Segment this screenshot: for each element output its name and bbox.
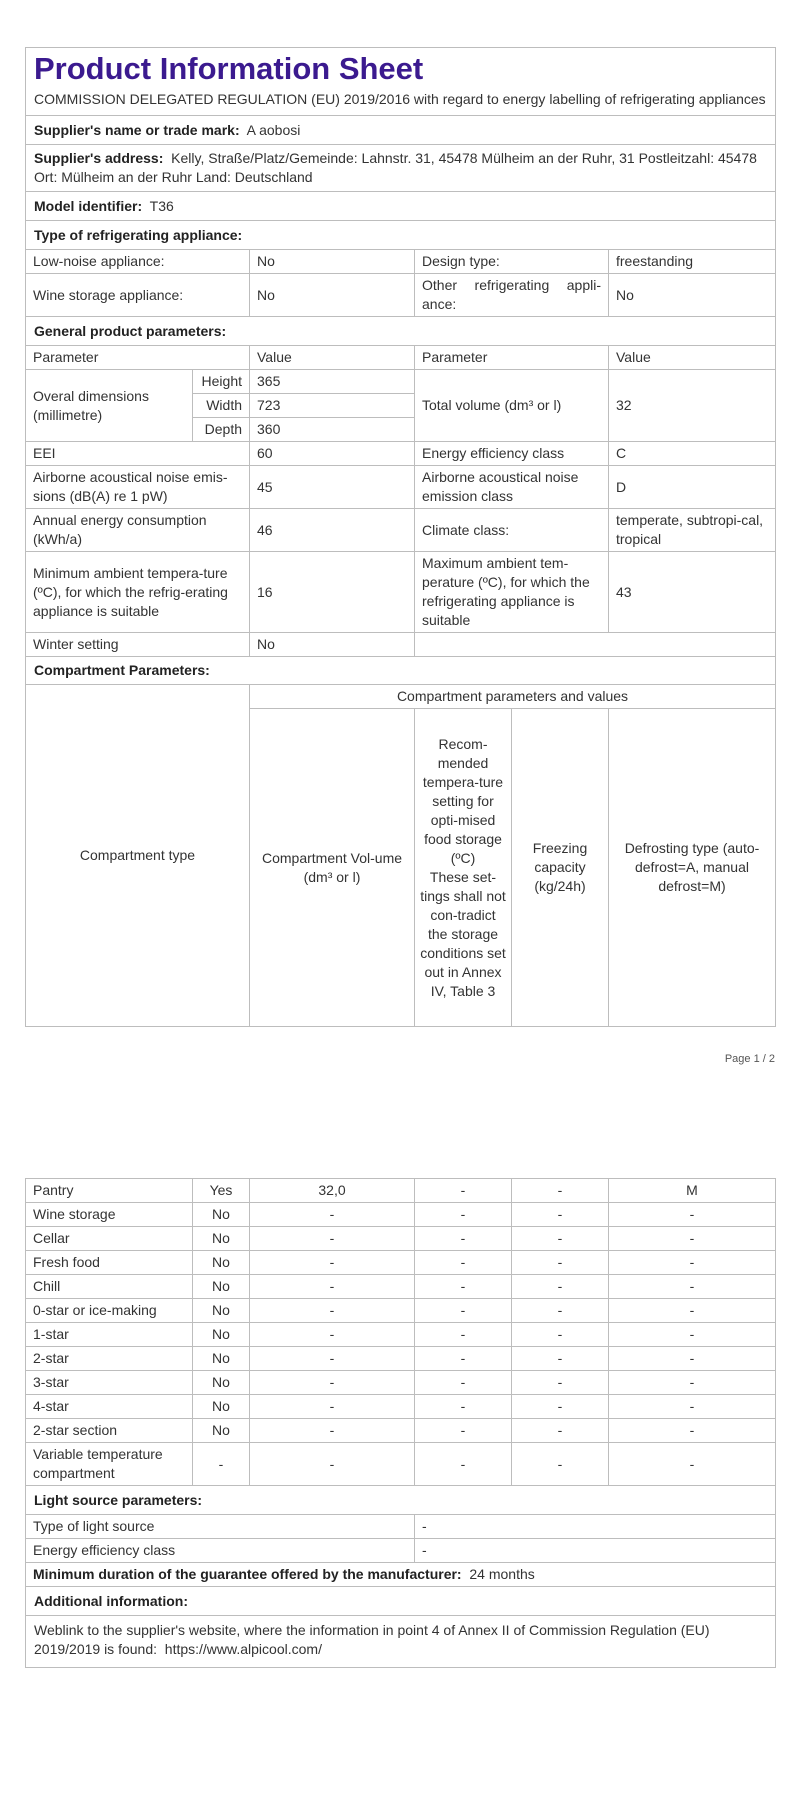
compartment-volume: - — [250, 1419, 415, 1443]
compartment-defrost: - — [609, 1323, 776, 1347]
compartment-temp: - — [415, 1443, 512, 1486]
design-type-value: freestanding — [609, 250, 776, 274]
compartment-volume: - — [250, 1347, 415, 1371]
compartment-name: Chill — [26, 1275, 193, 1299]
width-label: Width — [193, 394, 250, 418]
compartment-volume: - — [250, 1275, 415, 1299]
defrost-header: Defrosting type (auto-defrost=A, manual defrost=M) — [609, 709, 776, 1027]
eei-label: EEI — [26, 442, 250, 466]
value-header-right: Value — [609, 346, 776, 370]
depth-value: 360 — [250, 418, 415, 442]
compartment-freezing: - — [512, 1323, 609, 1347]
supplier-address-value: Kelly, Straße/Platz/Gemeinde: Lahnstr. 31, 45478 Mülheim an der Ruhr, 31 Postleitzahl: 45478 Ort: Mülheim an der Ruhr Land: Deutschland — [34, 150, 757, 185]
compartment-freezing: - — [512, 1371, 609, 1395]
wine-appliance-value: No — [250, 274, 415, 317]
compartment-name: 2-star section — [26, 1419, 193, 1443]
compartment-present: No — [193, 1275, 250, 1299]
compartment-volume: 32,0 — [250, 1179, 415, 1203]
compartment-name: 4-star — [26, 1395, 193, 1419]
light-type-label: Type of light source — [26, 1515, 415, 1539]
height-label: Height — [193, 370, 250, 394]
light-type-value: - — [415, 1515, 776, 1539]
table-row — [26, 1251, 776, 1275]
temp-header-b: These set-tings shall not con-tradict the storage conditions set out in Annex IV, Table 3 — [420, 868, 506, 999]
compartment-temp: - — [415, 1371, 512, 1395]
param-header-left: Parameter — [26, 346, 250, 370]
compartment-present: No — [193, 1203, 250, 1227]
compartment-present: No — [193, 1227, 250, 1251]
compartment-volume: - — [250, 1443, 415, 1486]
compartment-name: 3-star — [26, 1371, 193, 1395]
total-volume-label: Total volume (dm³ or l) — [415, 370, 609, 442]
model-label: Model identifier: — [34, 197, 143, 214]
compartment-volume: - — [250, 1227, 415, 1251]
wine-appliance-label: Wine storage appliance: — [26, 274, 250, 317]
max-temp-label: Maximum ambient tem-perature (ºC), for which the refrigerating appliance is suitable — [415, 552, 609, 633]
compartment-temp: - — [415, 1227, 512, 1251]
min-temp-label: Minimum ambient tempera-ture (ºC), for which the refrig-erating appliance is suitable — [26, 552, 250, 633]
compartment-present: No — [193, 1371, 250, 1395]
guarantee-label: Minimum duration of the guarantee offered by the manufacturer: — [33, 1566, 462, 1582]
compartment-name: Wine storage — [26, 1203, 193, 1227]
noise-class-label: Airborne acoustical noise emission class — [415, 466, 609, 509]
compartment-defrost: - — [609, 1251, 776, 1275]
min-temp-value: 16 — [250, 552, 415, 633]
additional-heading: Additional information: — [26, 1587, 776, 1616]
total-volume-value: 32 — [609, 370, 776, 442]
compartment-temp: - — [415, 1275, 512, 1299]
compartment-defrost: - — [609, 1299, 776, 1323]
compartment-name: Cellar — [26, 1227, 193, 1251]
energy-class-value: C — [609, 442, 776, 466]
energy-class-label: Energy efficiency class — [415, 442, 609, 466]
info-sheet-table — [25, 47, 776, 1027]
compartment-defrost: - — [609, 1395, 776, 1419]
table-row — [26, 1179, 776, 1203]
compartment-freezing: - — [512, 1179, 609, 1203]
compartment-name: 0-star or ice-making — [26, 1299, 193, 1323]
compartment-name: Variable temperature compartment — [26, 1443, 193, 1486]
compartment-temp: - — [415, 1323, 512, 1347]
compartment-present: No — [193, 1323, 250, 1347]
climate-class-value: temperate, subtropi-cal, tropical — [609, 509, 776, 552]
compartment-heading: Compartment Parameters: — [26, 657, 776, 685]
compartment-type-header: Compartment type — [26, 685, 250, 1027]
compartment-freezing: - — [512, 1299, 609, 1323]
compartment-temp: - — [415, 1299, 512, 1323]
model-value: T36 — [149, 197, 174, 214]
width-value: 723 — [250, 394, 415, 418]
light-heading: Light source parameters: — [26, 1486, 776, 1515]
table-row — [26, 1203, 776, 1227]
compartment-name: Fresh food — [26, 1251, 193, 1275]
supplier-address-label: Supplier's address: — [34, 150, 164, 166]
table-row — [26, 1227, 776, 1251]
page-title: Product Information Sheet — [34, 51, 424, 86]
noise-value: 45 — [250, 466, 415, 509]
compartment-defrost: - — [609, 1371, 776, 1395]
compartment-temp: - — [415, 1395, 512, 1419]
design-type-label: Design type: — [415, 250, 609, 274]
compartment-freezing: - — [512, 1419, 609, 1443]
table-row — [26, 1347, 776, 1371]
compartment-freezing: - — [512, 1203, 609, 1227]
temp-header-a: Recom-mended tempera-ture setting for opti-mised food storage (ºC) — [422, 735, 504, 866]
compartment-freezing: - — [512, 1275, 609, 1299]
compartment-defrost: - — [609, 1443, 776, 1486]
compartment-freezing: - — [512, 1443, 609, 1486]
table-row — [26, 1395, 776, 1419]
annual-energy-label: Annual energy consumption (kWh/a) — [26, 509, 250, 552]
max-temp-value: 43 — [609, 552, 776, 633]
light-class-value: - — [415, 1539, 776, 1563]
compartment-temp: - — [415, 1251, 512, 1275]
additional-text: Weblink to the supplier's website, where the information in point 4 of Annex II of Commission Regulation (EU) 2019/2019 is found: — [34, 1622, 710, 1657]
compartment-volume: - — [250, 1371, 415, 1395]
compartment-defrost: - — [609, 1419, 776, 1443]
compartment-freezing: - — [512, 1347, 609, 1371]
page-number: Page 1 / 2 — [724, 1053, 775, 1065]
compartment-volume: - — [250, 1203, 415, 1227]
table-row — [26, 1275, 776, 1299]
compartment-name: 1-star — [26, 1323, 193, 1347]
compartment-defrost: - — [609, 1347, 776, 1371]
compartment-freezing: - — [512, 1251, 609, 1275]
compartment-present: No — [193, 1251, 250, 1275]
compartment-volume: - — [250, 1251, 415, 1275]
type-heading: Type of refrigerating appliance: — [26, 221, 776, 250]
param-header-right: Parameter — [415, 346, 609, 370]
freezing-header: Freezing capacity (kg/24h) — [512, 709, 609, 1027]
compartment-freezing: - — [512, 1227, 609, 1251]
page-two — [25, 1178, 775, 1668]
winter-value: No — [250, 633, 415, 657]
other-appliance-label: Other refrigerating appli-ance: — [415, 274, 609, 317]
compartment-rows-table — [25, 1178, 776, 1668]
supplier-name-value: A aobosi — [246, 121, 301, 138]
climate-class-label: Climate class: — [415, 509, 609, 552]
table-row — [26, 1371, 776, 1395]
noise-class-value: D — [609, 466, 776, 509]
winter-label: Winter setting — [26, 633, 250, 657]
compartment-present: No — [193, 1299, 250, 1323]
table-row — [26, 1323, 776, 1347]
depth-label: Depth — [193, 418, 250, 442]
annual-energy-value: 46 — [250, 509, 415, 552]
table-row — [26, 1419, 776, 1443]
compartment-volume: - — [250, 1395, 415, 1419]
page-one — [25, 47, 775, 1027]
light-class-label: Energy efficiency class — [26, 1539, 415, 1563]
compartment-freezing: - — [512, 1395, 609, 1419]
table-row — [26, 1443, 776, 1486]
supplier-weblink[interactable]: https://www.alpicool.com/ — [164, 1641, 322, 1657]
compartment-rows — [26, 1179, 776, 1486]
compartment-temp: - — [415, 1179, 512, 1203]
guarantee-value: 24 months — [469, 1566, 535, 1582]
compartment-name: Pantry — [26, 1179, 193, 1203]
eei-value: 60 — [250, 442, 415, 466]
compartment-defrost: - — [609, 1203, 776, 1227]
compartment-group-header: Compartment parameters and values — [250, 685, 776, 709]
low-noise-value: No — [250, 250, 415, 274]
compartment-present: No — [193, 1419, 250, 1443]
compartment-present: No — [193, 1347, 250, 1371]
height-value: 365 — [250, 370, 415, 394]
compartment-volume-header: Compartment Vol-ume (dm³ or l) — [250, 709, 415, 1027]
supplier-name-label: Supplier's name or trade mark: — [34, 121, 240, 138]
compartment-temp: - — [415, 1347, 512, 1371]
compartment-volume: - — [250, 1299, 415, 1323]
other-appliance-value: No — [609, 274, 776, 317]
compartment-temp: - — [415, 1419, 512, 1443]
low-noise-label: Low-noise appliance: — [26, 250, 250, 274]
compartment-name: 2-star — [26, 1347, 193, 1371]
compartment-present: - — [193, 1443, 250, 1486]
general-heading: General product parameters: — [26, 317, 776, 346]
dimensions-label: Overal dimensions (millimetre) — [26, 370, 193, 442]
compartment-defrost: - — [609, 1227, 776, 1251]
compartment-temp: - — [415, 1203, 512, 1227]
compartment-defrost: - — [609, 1275, 776, 1299]
compartment-present: No — [193, 1395, 250, 1419]
compartment-defrost: M — [609, 1179, 776, 1203]
compartment-volume: - — [250, 1323, 415, 1347]
noise-label: Airborne acoustical noise emis-sions (dB(A) re 1 pW) — [26, 466, 250, 509]
value-header-left: Value — [250, 346, 415, 370]
compartment-present: Yes — [193, 1179, 250, 1203]
regulation-text: COMMISSION DELEGATED REGULATION (EU) 2019/2016 with regard to energy labelling of refrigerating appliances — [34, 91, 766, 107]
table-row — [26, 1299, 776, 1323]
